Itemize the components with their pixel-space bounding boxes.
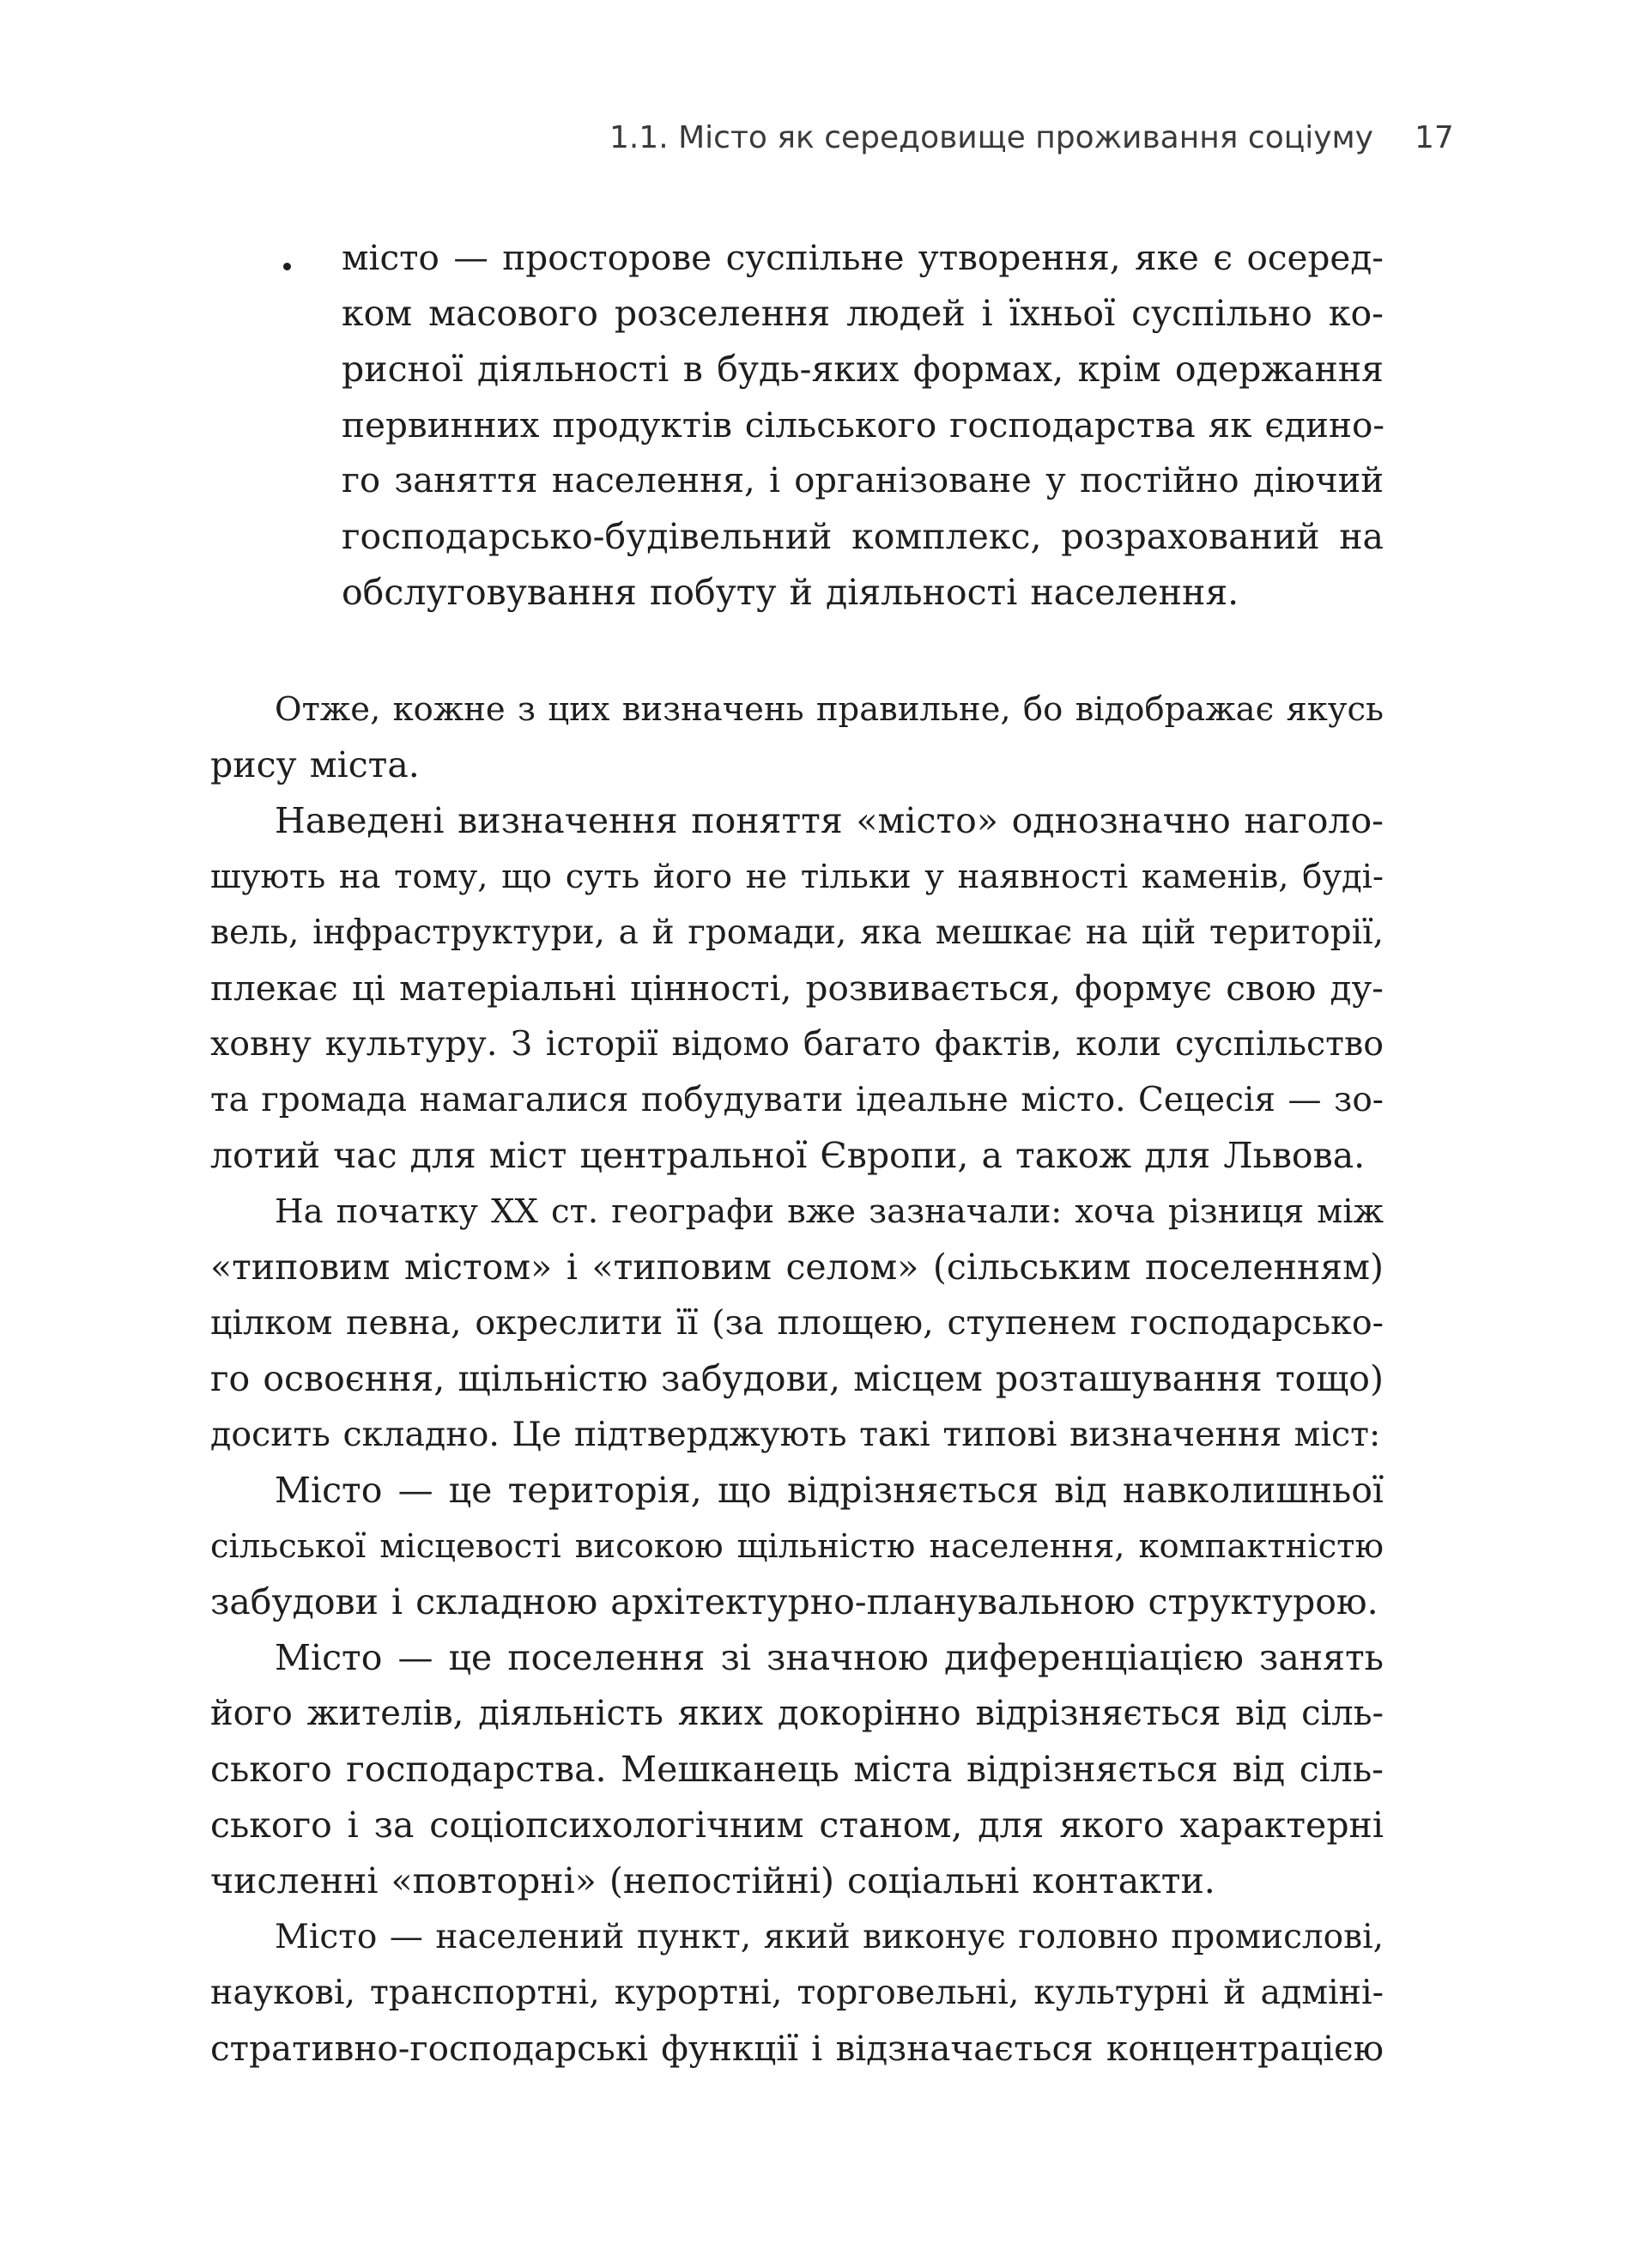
body-text xyxy=(210,682,1384,2077)
bullet-line: місто — просторове суспільне утворення, яке є осеред- xyxy=(342,237,1384,278)
body-line: Отже, кожне з цих визначень правильне, бо відображає якусь xyxy=(275,690,1384,729)
body-line: Місто — це поселення зі значною диференціацією занять xyxy=(275,1637,1384,1678)
running-header-title: 1.1. Місто як середовище проживання соціуму xyxy=(609,120,1373,155)
body-line: стративно-господарські функції і відзначається концентрацією xyxy=(210,2028,1384,2069)
bullet-line: господарсько-будівельний комплекс, розрахований на xyxy=(342,516,1384,557)
body-line: та громада намагалися побудувати ідеальне місто. Сецесія — зо- xyxy=(210,1081,1384,1119)
body-line: ського господарства. Мешканець міста відрізняється від сіль- xyxy=(210,1749,1384,1790)
body-line: Наведені визначення поняття «місто» однозначно наголо- xyxy=(275,800,1384,841)
body-line: численні «повторні» (непостійні) соціальні контакти. xyxy=(210,1860,1215,1901)
body-line: Місто — населений пункт, який виконує головно промислові, xyxy=(275,1918,1384,1956)
body-line: плекає ці матеріальні цінності, розвивається, формує свою ду- xyxy=(210,967,1384,1009)
bullet-dot-icon xyxy=(283,263,291,270)
body-line: «типовим містом» і «типовим селом» (сільським поселенням) xyxy=(210,1246,1384,1288)
bullet-line: обслуговування побуту й діяльності населення. xyxy=(342,572,1239,613)
body-line: забудови і складною архітектурно-планувальною структурою. xyxy=(210,1581,1378,1622)
body-line: його жителів, діяльність яких докорінно відрізняється від сіль- xyxy=(210,1694,1384,1733)
body-line: досить складно. Це підтверджують такі типові визначення міст: xyxy=(210,1415,1381,1454)
body-line: цілком певна, окреслити її (за площею, ступенем господарсько- xyxy=(210,1303,1384,1343)
body-line: шують на тому, що суть його не тільки у наявності каменів, буді- xyxy=(210,858,1384,896)
body-line: го освоєння, щільністю забудови, місцем розташування тощо) xyxy=(210,1358,1384,1399)
running-header xyxy=(0,120,1648,172)
body-line: На початку XX ст. географи вже зазначали: хоча різниця між xyxy=(275,1192,1384,1231)
body-line: рису міста. xyxy=(210,744,420,785)
body-line: наукові, транспортні, курортні, торговельні, культурні й адміні- xyxy=(210,1973,1384,2012)
bullet-line: го заняття населення, і організоване у постійно діючий xyxy=(342,461,1384,500)
bullet-line: ком масового розселення людей і їхньої суспільно ко- xyxy=(342,293,1384,334)
bullet-text xyxy=(342,230,1384,621)
page-number: 17 xyxy=(1415,120,1454,155)
bullet-line: рисної діяльності в будь-яких формах, крім одержання xyxy=(342,349,1384,390)
body-line: лотий час для міст центральної Європи, а також для Львова. xyxy=(210,1135,1366,1176)
body-line: вель, інфраструктури, а й громади, яка мешкає на цій території, xyxy=(210,913,1384,952)
body-line: ховну культуру. З історії відомо багато фактів, коли суспільство xyxy=(210,1024,1384,1064)
body-line: сільської місцевості високою щільністю населення, компактністю xyxy=(210,1527,1384,1566)
bullet-line: первинних продуктів сільського господарства як єдино- xyxy=(342,404,1385,446)
body-line: Місто — це територія, що відрізняється від навколишньої xyxy=(275,1470,1384,1511)
body-line: ського і за соціопсихологічним станом, для якого характерні xyxy=(210,1804,1384,1846)
